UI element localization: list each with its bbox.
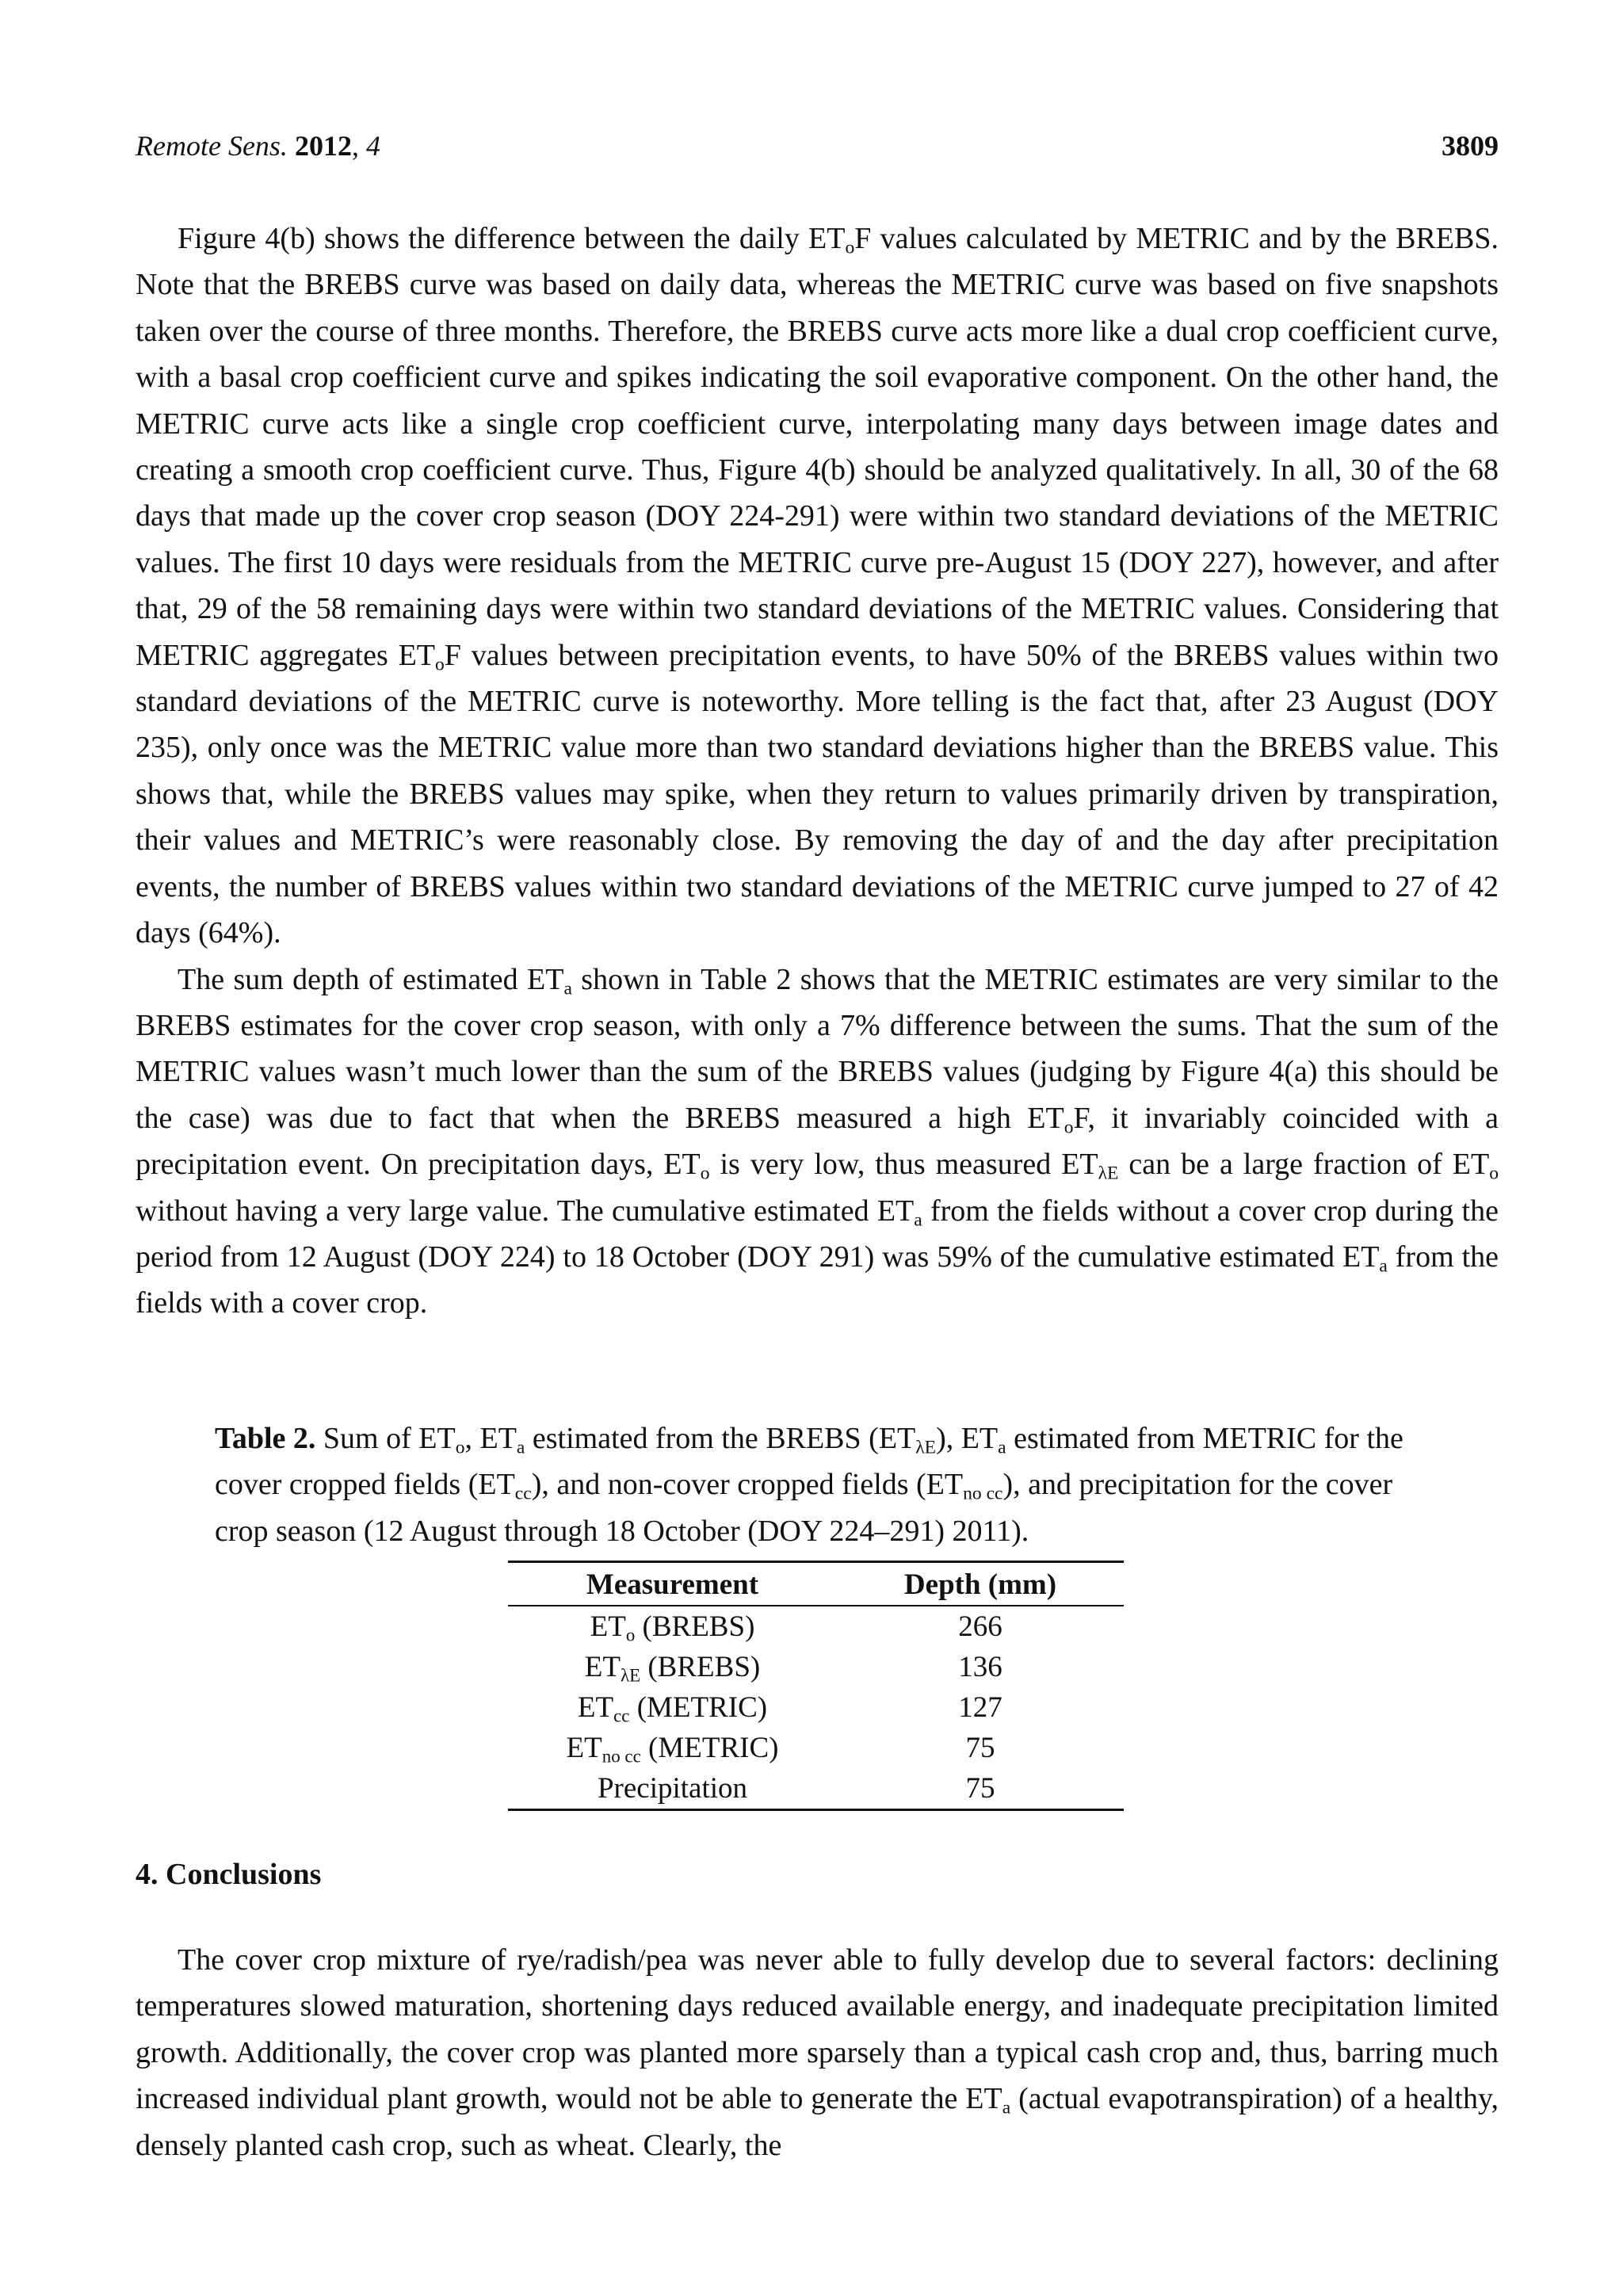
depth-cell: 75 (965, 1732, 995, 1764)
measurement-cell: $ET_o$ (BREBS) (590, 1610, 755, 1645)
running-header (136, 127, 1499, 165)
table-row (508, 1687, 1124, 1728)
table-caption: Table 2. Sum of $ET_o$, $ET_a$ estimated from the BREBS $(ET_{\lambda E})$, $ET_a$ estimated from METRIC for the cover cropped fields $(ET_{cc})$, and non-cover cropped fields $(ET_{no cc})$, and precipitation for the cover crop season (12 August through 18 October (DOY 224–291) 2011). (215, 1422, 1403, 1548)
column-header-measurement: Measurement (586, 1568, 759, 1601)
table-label: Table 2. (215, 1422, 316, 1455)
page-number: 3809 (1442, 130, 1499, 162)
journal-year: 2012 (294, 130, 352, 162)
paragraph-conclusions: The cover crop mixture of rye/radish/pea was never able to fully develop due to several factors: declining temperatures slowed maturation, shortening days reduced available energy, and inadequate precipitation limited growth. Additionally, the cover crop was planted more sparsely than a typical cash crop and, thus, barring much increased individual plant growth, would not be able to generate the $ET_a$ (actual evapotranspiration) of a healthy, densely planted cash crop, such as wheat. Clearly, the (136, 1943, 1499, 2162)
paragraph-figure-4b-discussion: Figure 4(b) shows the difference between the daily $ET_oF$ values calculated by METRIC and by the BREBS. Note that the BREBS curve was based on daily data, whereas the METRIC curve was based on five snapshots taken over the course of three months. Therefore, the BREBS curve acts more like a dual crop coefficient curve, with a basal crop coefficient curve and spikes indicating the soil evaporative component. On the other hand, the METRIC curve acts like a single crop coefficient curve, interpolating many days between image dates and creating a smooth crop coefficient curve. Thus, Figure 4(b) should be analyzed qualitatively. In all, 30 of the 68 days that made up the cover crop season (DOY 224-291) were within two standard deviations of the METRIC values. The first 10 days were residuals from the METRIC curve pre-August 15 (DOY 227), however, and after that, 29 of the 58 remaining days were within two standard deviations of the METRIC values. Considering that METRIC aggregates $ET_oF$ values between precipitation events, to have 50% of the BREBS values within two standard deviations of the METRIC curve is noteworthy. More telling is the fact that, after 23 August (DOY 235), only once was the METRIC value more than two standard deviations higher than the BREBS value. This shows that, while the BREBS values may spike, when they return to values primarily driven by transpiration, their values and METRIC’s were reasonably close. By removing the day of and the day after precipitation events, the number of BREBS values within two standard deviations of the METRIC curve jumped to 27 of 42 days (64%). (136, 222, 1499, 950)
data-table (508, 1561, 1124, 1811)
column-header-depth: Depth (mm) (903, 1568, 1057, 1601)
depth-cell: 75 (965, 1772, 995, 1805)
journal-name: Remote Sens. (136, 130, 288, 162)
table-row (508, 1768, 1124, 1810)
measurement-cell: $ET_{no cc}$ (METRIC) (566, 1732, 779, 1767)
journal-citation: Remote Sens. 2012, 4 (136, 130, 380, 162)
journal-volume: 4 (365, 130, 380, 162)
table-row (508, 1647, 1124, 1687)
table-row (508, 1728, 1124, 1768)
et-sum-table (508, 1561, 1124, 1811)
conclusions-section (136, 1937, 1499, 2168)
depth-cell: 266 (958, 1610, 1002, 1643)
table-header-row (508, 1562, 1124, 1606)
depth-cell: 136 (958, 1651, 1002, 1683)
section-heading-conclusions: 4. Conclusions (136, 1858, 322, 1891)
table-row (508, 1606, 1124, 1647)
paragraph-sum-depth-discussion: The sum depth of estimated $ET_a$ shown in Table 2 shows that the METRIC estimates are very similar to the BREBS estimates for the cover crop season, with only a 7% difference between the sums. That the sum of the METRIC values wasn’t much lower than the sum of the BREBS values (judging by Figure 4(a) this should be the case) was due to fact that when the BREBS measured a high $ET_oF$, it invariably coincided with a precipitation event. On precipitation days, $ET_o$ is very low, thus measured $ET_{\lambda E}$ can be a large fraction of $ET_o$ without having a very large value. The cumulative estimated $ET_a$ from the fields without a cover crop during the period from 12 August (DOY 224) to 18 October (DOY 291) was 59% of the cumulative estimated $ET_a$ from the fields with a cover crop. (136, 962, 1499, 1320)
results-section (136, 216, 1499, 1327)
measurement-cell: Precipitation (597, 1772, 748, 1805)
depth-cell: 127 (958, 1691, 1002, 1724)
measurement-cell: $ET_{\lambda E}$ (BREBS) (584, 1651, 761, 1686)
measurement-cell: $ET_{cc}$ (METRIC) (577, 1691, 768, 1726)
